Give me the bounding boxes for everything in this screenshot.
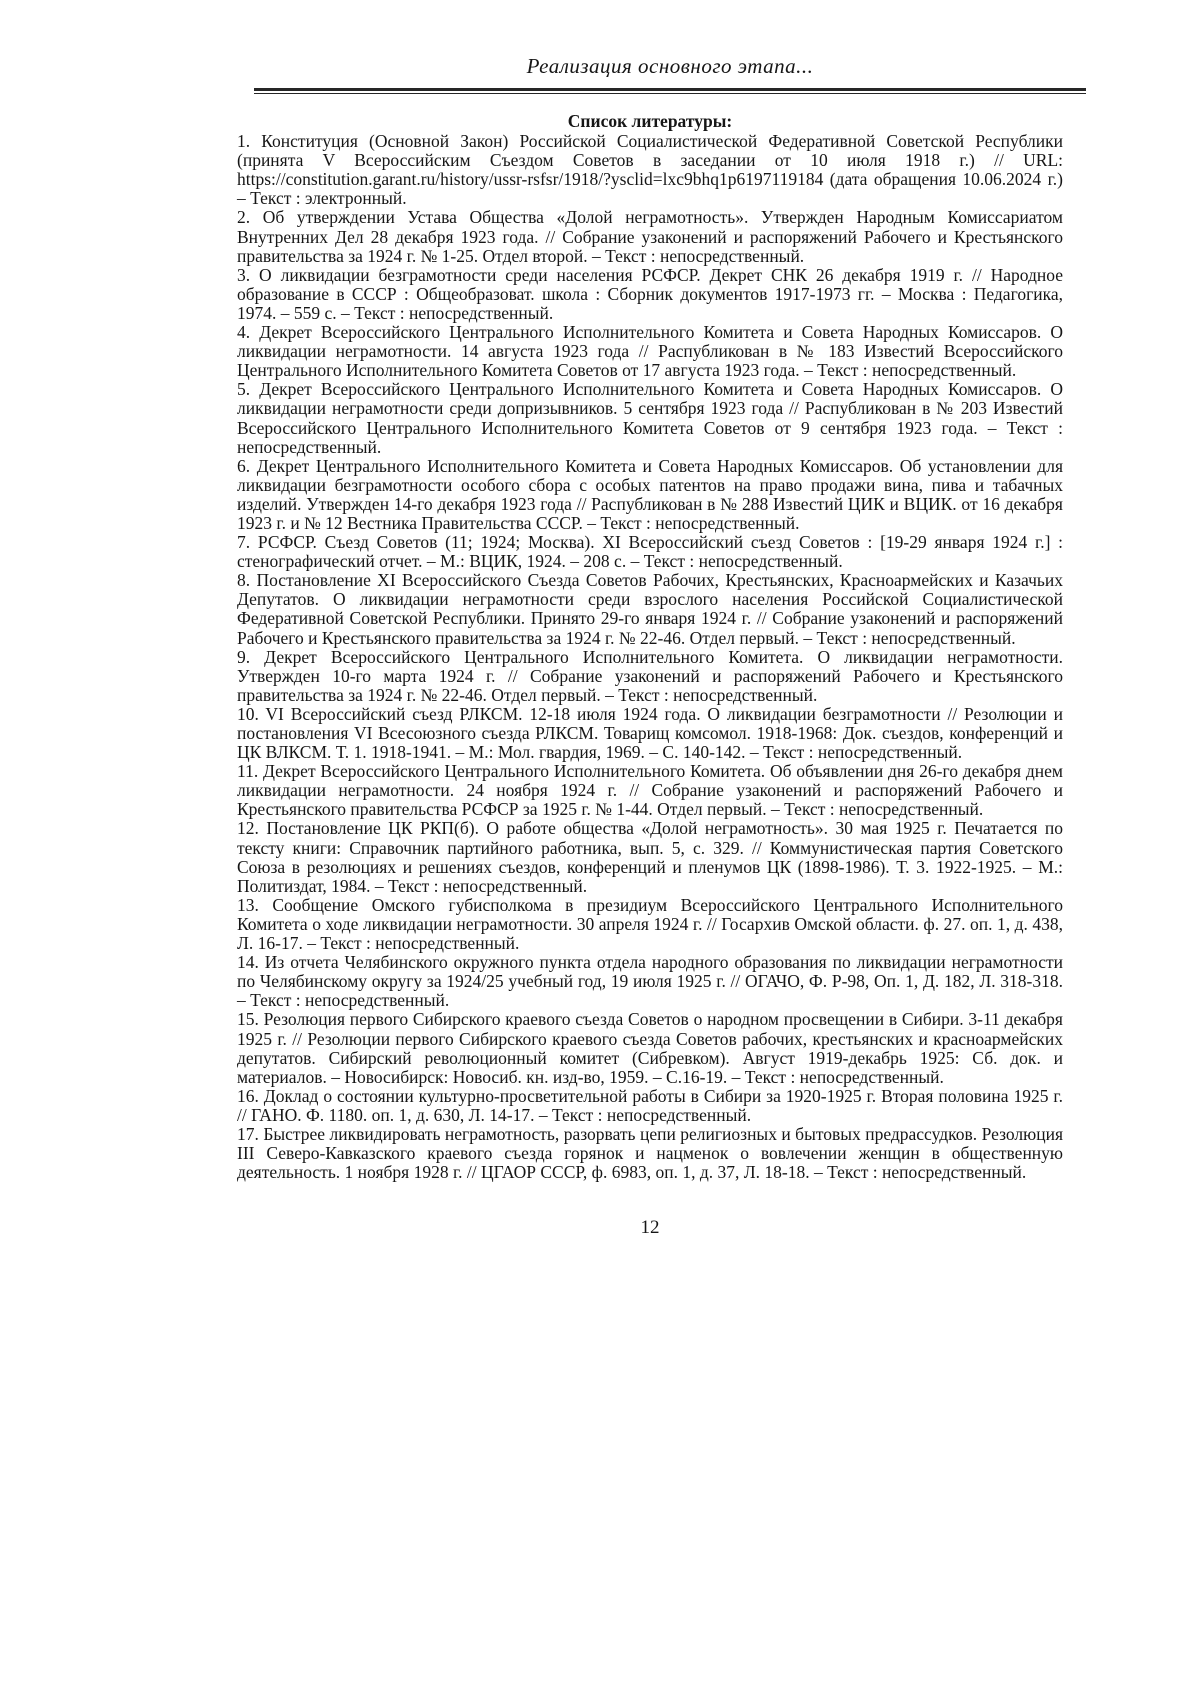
running-header-title: Реализация основного этапа... <box>526 54 814 78</box>
reference-item-10: 10. VI Всероссийский съезд РЛКСМ. 12-18 июля 1924 года. О ликвидации безграмотности // Резолюции и постановления VI Всесоюзного съезда РЛКСМ. Товарищ комсомол. 1918-1968: Док. съездов, конференций и ЦК ВЛКСМ. Т. 1. 1918-1941. – М.: Мол. гвардия, 1969. – С. 140-142. – Текст : непосредственный. <box>237 703 1063 763</box>
reference-item-14: 14. Из отчета Челябинского окружного пункта отдела народного образования по ликвидации неграмотности по Челябинскому округу за 1924/25 учебный год, 19 июля 1925 г. // ОГАЧО, Ф. Р-98, Оп. 1, Д. 182, Л. 318-318. – Текст : непосредственный. <box>237 952 1063 1011</box>
page-number: 12 <box>640 1217 660 1239</box>
reference-item-2: 2. Об утверждении Устава Общества «Долой неграмотность». Утвержден Народным Комиссариатом Внутренних Дел 28 декабря 1923 года. // Собрание узаконений и распоряжений Рабочего и Крестьянского правительства за 1924 г. № 1-25. Отдел второй. – Текст : непосредственный. <box>237 207 1063 266</box>
header-rule-divider <box>254 88 1086 94</box>
reference-item-7: 7. РСФСР. Съезд Советов (11; 1924; Москва). XI Всероссийский съезд Советов : [19-29 января 1924 г.] : стенографический отчет. – М.: ВЦИК, 1924. – 208 с. – Текст : непосредственный. <box>237 532 1063 572</box>
reference-item-9: 9. Декрет Всероссийского Центрального Исполнительного Комитета. О ликвидации неграмотности. Утвержден 10-го марта 1924 г. // Собрание узаконений и распоряжений Рабочего и Крестьянского правительства за 1924 г. № 22-46. Отдел первый. – Текст : непосредственный. <box>237 646 1063 705</box>
reference-item-11: 11. Декрет Всероссийского Центрального Исполнительного Комитета. Об объявлении дня 26-го декабря днем ликвидации неграмотности. 24 ноября 1924 г. // Собрание узаконений и распоряжений Рабочего и Крестьянского правительства РСФСР за 1925 г. № 1-44. Отдел первый. – Текст : непосредственный. <box>237 761 1063 820</box>
bibliography-title: Список литературы: <box>567 111 733 131</box>
reference-item-12: 12. Постановление ЦК РКП(б). О работе общества «Долой неграмотность». 30 мая 1925 г. Печатается по тексту книги: Справочник партийного работника, вып. 5, с. 329. // Коммунистическая партия Советского Союза в резолюциях и решениях съездов, конференций и пленумов ЦК (1898-1986). Т. 3. 1922-1925. – М.: Политиздат, 1984. – Текст : непосредственный. <box>237 818 1063 896</box>
reference-item-4: 4. Декрет Всероссийского Центрального Исполнительного Комитета и Совета Народных Комиссаров. О ликвидации неграмотности. 14 августа 1923 года // Распубликован в № 183 Известий Всероссийского Центрального Исполнительного Комитета Советов от 17 августа 1923 года. – Текст : непосредственный. <box>237 322 1063 381</box>
running-header <box>254 54 1086 79</box>
reference-item-17: 17. Быстрее ликвидировать неграмотность, разорвать цепи религиозных и бытовых предрассудков. Резолюция III Северо-Кавказского краевого съезда горянок и нацменок о вовлечении женщин в общественную деятельность. 1 ноября 1928 г. // ЦГАОР СССР, ф. 6983, оп. 1, д. 37, Л. 18-18. – Текст : непосредственный. <box>237 1123 1063 1183</box>
reference-item-13: 13. Сообщение Омского губисполкома в президиум Всероссийского Центрального Исполнительного Комитета о ходе ликвидации неграмотности. 30 апреля 1924 г. // Госархив Омской области. ф. 27. оп. 1, д. 438, Л. 16-17. – Текст : непосредственный. <box>237 894 1063 954</box>
reference-item-1: 1. Конституция (Основной Закон) Российской Социалистической Федеративной Советской Республики (принята V Всероссийским Съездом Советов в заседании от 10 июля 1918 г.) // URL: https://constitution.garant.ru/history/ussr-rsfsr/1918/?ysclid=lxc9bhq1p6197119184 (дата обращения 10.06.2024 г.) – Текст : электронный. <box>237 131 1063 209</box>
reference-item-3: 3. О ликвидации безграмотности среди населения РСФСР. Декрет СНК 26 декабря 1919 г. // Народное образование в СССР : Общеобразоват. школа : Сборник документов 1917-1973 гг. – Москва : Педагогика, 1974. – 559 с. – Текст : непосредственный. <box>237 264 1063 323</box>
reference-item-16: 16. Доклад о состоянии культурно-просветительной работы в Сибири за 1920-1925 г. Вторая половина 1925 г. // ГАНО. Ф. 1180. оп. 1, д. 630, Л. 14-17. – Текст : непосредственный. <box>237 1085 1063 1125</box>
bibliography-section <box>237 112 1063 1237</box>
reference-item-6: 6. Декрет Центрального Исполнительного Комитета и Совета Народных Комиссаров. Об установлении для ликвидации безграмотности особого сбора с особых патентов на право продажи вина, пива и табачных изделий. Утвержден 14-го декабря 1923 года // Распубликован в № 288 Известий ЦИК и ВЦИК. от 16 декабря 1923 г. и № 12 Вестника Правительства СССР. – Текст : непосредственный. <box>237 455 1063 533</box>
reference-item-5: 5. Декрет Всероссийского Центрального Исполнительного Комитета и Совета Народных Комиссаров. О ликвидации неграмотности среди допризывников. 5 сентября 1923 года // Распубликован в № 203 Известий Всероссийского Центрального Исполнительного Комитета Советов от 9 сентября 1923 года. – Текст : непосредственный. <box>237 379 1063 457</box>
reference-item-8: 8. Постановление XI Всероссийского Съезда Советов Рабочих, Крестьянских, Красноармейских и Казачьих Депутатов. О ликвидации неграмотности среди взрослого населения Российской Социалистической Федеративной Советской Республики. Принято 29-го января 1924 г. // Собрание узаконений и распоряжений Рабочего и Крестьянского правительства за 1924 г. № 22-46. Отдел первый. – Текст : непосредственный. <box>237 570 1063 648</box>
reference-item-15: 15. Резолюция первого Сибирского краевого съезда Советов о народном просвещении в Сибири. 3-11 декабря 1925 г. // Резолюции первого Сибирского краевого съезда Советов рабочих, крестьянских и красноармейских депутатов. Сибирский революционный комитет (Сибревком). Август 1919-декабрь 1925: Сб. док. и материалов. – Новосибирск: Новосиб. кн. изд-во, 1959. – С.16-19. – Текст : непосредственный. <box>237 1009 1063 1087</box>
